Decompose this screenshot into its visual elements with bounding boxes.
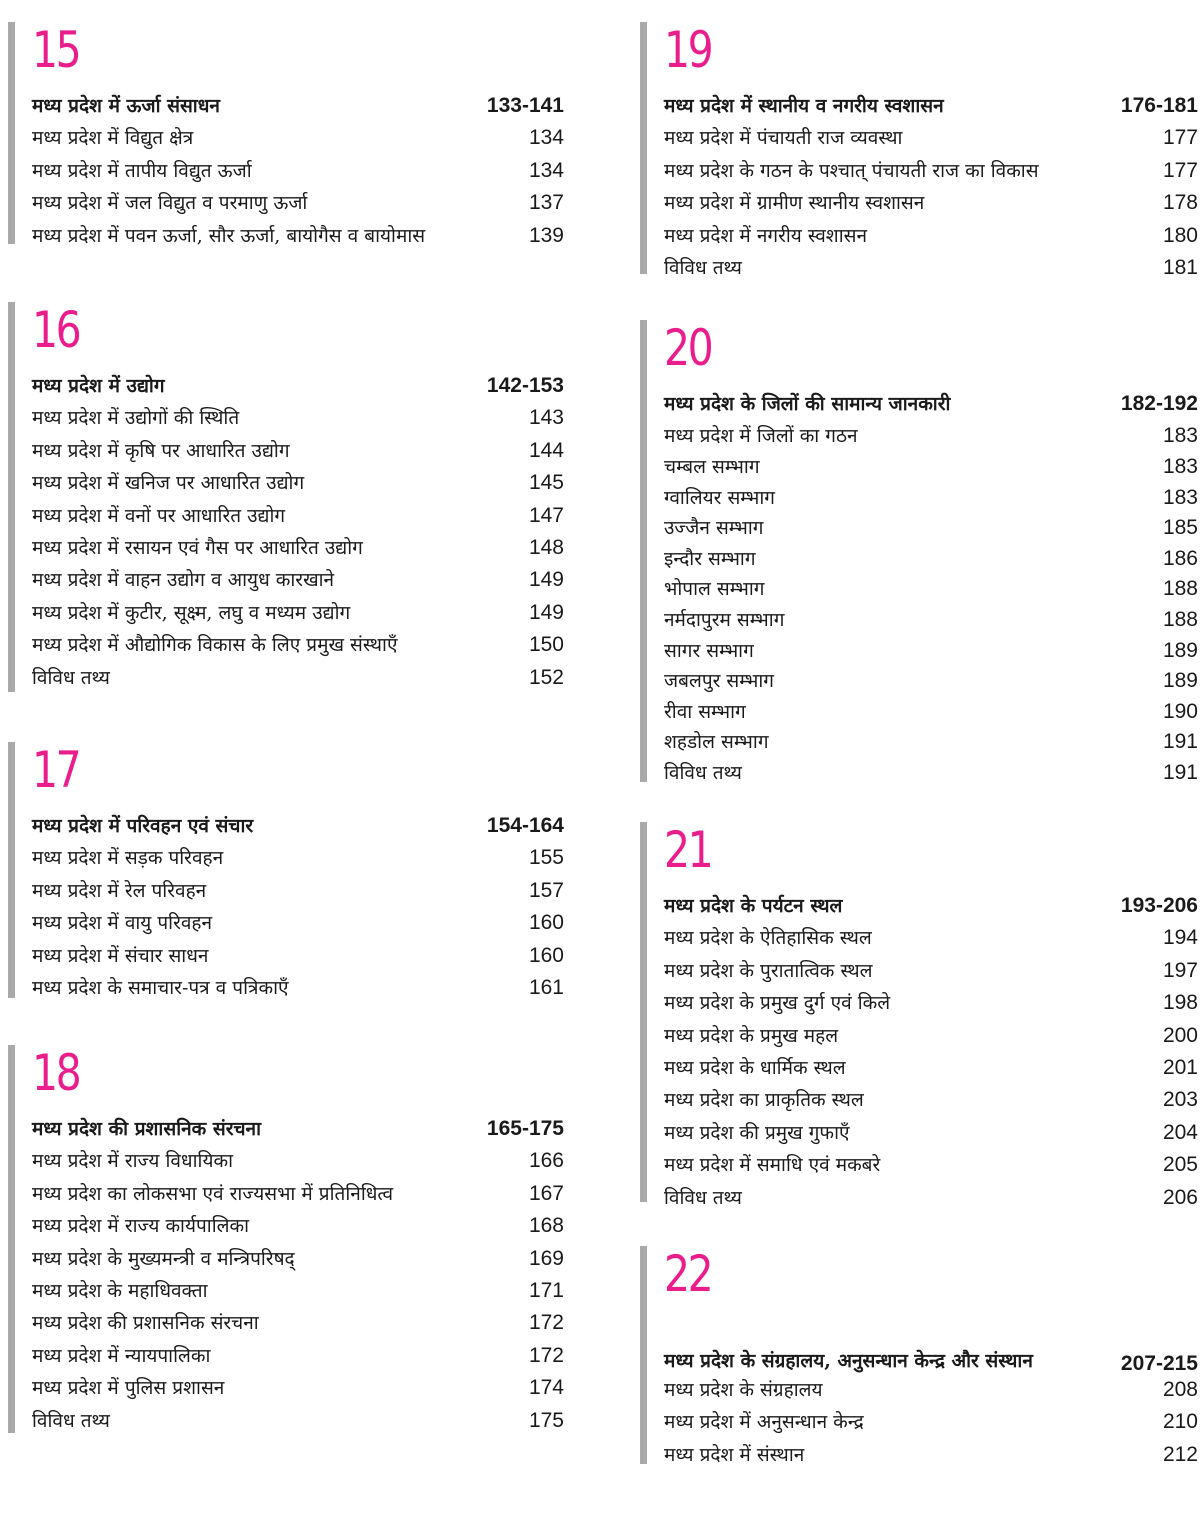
toc-row (664, 189, 1198, 221)
toc-title: मध्य प्रदेश में औद्योगिक विकास के लिए प्रमुख संस्थाएँ (32, 634, 398, 657)
toc-title: भोपाल सम्भाग (664, 578, 765, 601)
toc-page: 180 (1162, 223, 1198, 247)
toc-row (664, 484, 1198, 515)
toc-page: 166 (528, 1149, 564, 1173)
toc-row (664, 1151, 1198, 1183)
toc-page: 149 (528, 600, 564, 624)
toc-title: ग्वालियर सम्भाग (664, 486, 775, 509)
toc-page: 198 (1162, 991, 1198, 1015)
toc-title: मध्य प्रदेश का लोकसभा एवं राज्यसभा में प्रतिनिधित्व (32, 1182, 394, 1205)
chapter-heading (664, 390, 1198, 422)
toc-title: मध्य प्रदेश में पंचायती राज व्यवस्था (664, 127, 903, 150)
toc-row (664, 1441, 1198, 1473)
chapter-title: मध्य प्रदेश के पर्यटन स्थल (664, 895, 843, 917)
chapter-pages: 176-181 (1120, 94, 1198, 117)
toc-page: 188 (1162, 607, 1198, 631)
toc-page: 183 (1162, 485, 1198, 509)
toc-page: 183 (1162, 454, 1198, 478)
toc-row (32, 877, 564, 909)
chapter-19 (640, 22, 1198, 286)
toc-row (664, 728, 1198, 759)
toc-page: 149 (528, 568, 564, 592)
toc-title: मध्य प्रदेश में न्यायपालिका (32, 1344, 211, 1367)
toc-page: 181 (1162, 255, 1198, 279)
toc-page: 185 (1162, 516, 1198, 540)
toc-page: 137 (528, 191, 564, 215)
toc-title: मध्य प्रदेश के मुख्यमन्त्री व मन्त्रिपरिषद् (32, 1247, 295, 1270)
chapter-bar (8, 22, 15, 244)
toc-row (664, 637, 1198, 668)
toc-page: 204 (1162, 1120, 1198, 1144)
toc-row (664, 1408, 1198, 1440)
toc-title: मध्य प्रदेश के महाधिवक्ता (32, 1279, 208, 1302)
chapter-title: मध्य प्रदेश के संग्रहालय, अनुसन्धान केन्द्र और संस्थान (664, 1350, 1033, 1372)
toc-row (32, 222, 564, 254)
toc-row (32, 1309, 564, 1341)
toc-page: 157 (528, 878, 564, 902)
toc-title: मध्य प्रदेश में सड़क परिवहन (32, 847, 224, 870)
toc-page: 144 (528, 438, 564, 462)
toc-row (664, 1022, 1198, 1054)
toc-title: उज्जैन सम्भाग (664, 517, 764, 540)
toc-title: जबलपुर सम्भाग (664, 670, 774, 693)
toc-title: मध्य प्रदेश में ग्रामीण स्थानीय स्वशासन (664, 192, 925, 215)
chapter-number: 17 (32, 741, 80, 799)
toc-title: मध्य प्रदेश में संस्थान (664, 1443, 805, 1466)
chapter-title: मध्य प्रदेश में परिवहन एवं संचार (32, 815, 254, 837)
toc-row (32, 1277, 564, 1309)
toc-page: 175 (528, 1408, 564, 1432)
chapter-17 (8, 742, 564, 1006)
toc-title: मध्य प्रदेश के गठन के पश्चात् पंचायती राज का विकास (664, 159, 1039, 182)
toc-title: मध्य प्रदेश की प्रशासनिक संरचना (32, 1312, 259, 1335)
toc-row (32, 844, 564, 876)
toc-page: 177 (1162, 158, 1198, 182)
toc-title: मध्य प्रदेश में नगरीय स्वशासन (664, 224, 868, 247)
chapter-pages: 165-175 (486, 1117, 564, 1140)
toc-title: मध्य प्रदेश के प्रमुख महल (664, 1024, 839, 1047)
toc-title: मध्य प्रदेश में वनों पर आधारित उद्योग (32, 504, 286, 527)
toc-title: मध्य प्रदेश में समाधि एवं मकबरे (664, 1154, 881, 1177)
toc-page: 210 (1162, 1410, 1198, 1434)
toc-title: विविध तथ्य (664, 256, 742, 279)
toc-title: विविध तथ्य (664, 1186, 742, 1209)
toc-page: 150 (528, 633, 564, 657)
toc-page: 178 (1162, 191, 1198, 215)
toc-title: मध्य प्रदेश में उद्योगों की स्थिति (32, 407, 240, 430)
toc-page: 152 (528, 665, 564, 689)
toc-page: 134 (528, 126, 564, 150)
toc-row (664, 453, 1198, 484)
toc-title: मध्य प्रदेश में पुलिस प्रशासन (32, 1377, 225, 1400)
chapter-heading (32, 1115, 564, 1147)
chapter-heading (664, 92, 1198, 124)
toc-page: 201 (1162, 1055, 1198, 1079)
toc-page: 160 (528, 911, 564, 935)
toc-title: रीवा सम्भाग (664, 700, 746, 723)
toc-title: मध्य प्रदेश के धार्मिक स्थल (664, 1056, 846, 1079)
toc-row (664, 924, 1198, 956)
toc-page: 191 (1162, 760, 1198, 784)
toc-row (32, 534, 564, 566)
toc-row (664, 759, 1198, 790)
chapter-bar (640, 822, 647, 1202)
toc-row (664, 545, 1198, 576)
chapter-16 (8, 302, 564, 696)
toc-row (32, 974, 564, 1006)
chapter-21 (640, 822, 1198, 1216)
toc-page: 143 (528, 406, 564, 430)
chapter-heading (32, 92, 564, 124)
toc-row (32, 599, 564, 631)
toc-page: 183 (1162, 424, 1198, 448)
toc-row (664, 124, 1198, 156)
toc-title: सागर सम्भाग (664, 639, 754, 662)
toc-row (32, 157, 564, 189)
chapter-bar (8, 742, 15, 998)
toc-title: इन्दौर सम्भाग (664, 547, 756, 570)
toc-title: विविध तथ्य (32, 1409, 110, 1432)
toc-page: 145 (528, 471, 564, 495)
toc-page: 197 (1162, 958, 1198, 982)
toc-page: 134 (528, 158, 564, 182)
chapter-number: 20 (664, 319, 712, 377)
chapter-bar (640, 1246, 647, 1464)
toc-page: 190 (1162, 699, 1198, 723)
toc-title: चम्बल सम्भाग (664, 455, 760, 478)
toc-page: 191 (1162, 730, 1198, 754)
toc-page: 174 (528, 1376, 564, 1400)
toc-title: मध्य प्रदेश में जल विद्युत व परमाणु ऊर्जा (32, 192, 308, 215)
toc-page: 205 (1162, 1153, 1198, 1177)
chapter-pages: 142-153 (486, 374, 564, 397)
toc-page: 171 (528, 1278, 564, 1302)
toc-page: 155 (528, 846, 564, 870)
chapter-number: 15 (32, 21, 80, 79)
toc-row (664, 222, 1198, 254)
chapter-title: मध्य प्रदेश की प्रशासनिक संरचना (32, 1118, 262, 1140)
chapter-pages: 133-141 (486, 94, 564, 117)
toc-row (664, 698, 1198, 729)
toc-title: मध्य प्रदेश में जिलों का गठन (664, 425, 858, 448)
toc-title: मध्य प्रदेश के समाचार-पत्र व पत्रिकाएँ (32, 976, 289, 999)
toc-row (664, 254, 1198, 286)
toc-title: मध्य प्रदेश का प्राकृतिक स्थल (664, 1089, 864, 1112)
toc-page: 169 (528, 1246, 564, 1270)
toc-row (32, 631, 564, 663)
chapter-title: मध्य प्रदेश के जिलों की सामान्य जानकारी (664, 393, 951, 415)
chapter-18 (8, 1045, 564, 1439)
toc-row (32, 664, 564, 696)
toc-title: मध्य प्रदेश में रसायन एवं गैस पर आधारित उद्योग (32, 536, 363, 559)
toc-row (32, 942, 564, 974)
chapter-bar (8, 1045, 15, 1433)
toc-page: 188 (1162, 577, 1198, 601)
toc-page: 148 (528, 535, 564, 559)
toc-title: मध्य प्रदेश के ऐतिहासिक स्थल (664, 927, 872, 950)
toc-row (32, 124, 564, 156)
chapter-bar (8, 302, 15, 692)
chapter-heading (664, 892, 1198, 924)
toc-title: मध्य प्रदेश में राज्य कार्यपालिका (32, 1215, 250, 1238)
chapter-number: 19 (664, 21, 712, 79)
toc-row (664, 667, 1198, 698)
toc-title: विविध तथ्य (32, 666, 110, 689)
toc-title: मध्य प्रदेश की प्रमुख गुफाएँ (664, 1121, 850, 1144)
toc-row (32, 566, 564, 598)
toc-page: 167 (528, 1181, 564, 1205)
toc-page: 177 (1162, 126, 1198, 150)
toc-row (32, 1342, 564, 1374)
toc-title: मध्य प्रदेश में कृषि पर आधारित उद्योग (32, 439, 290, 462)
toc-row (664, 422, 1198, 453)
toc-row (664, 514, 1198, 545)
chapter-title: मध्य प्रदेश में स्थानीय व नगरीय स्वशासन (664, 95, 944, 117)
toc-row (664, 606, 1198, 637)
toc-page: 208 (1162, 1378, 1198, 1401)
toc-page: 203 (1162, 1088, 1198, 1112)
toc-row (32, 1407, 564, 1439)
chapter-22 (640, 1246, 1198, 1473)
chapter-20 (640, 320, 1198, 790)
toc-row (664, 1054, 1198, 1086)
toc-page: 161 (528, 975, 564, 999)
toc-title: मध्य प्रदेश के पुरातात्विक स्थल (664, 959, 873, 982)
toc-title: नर्मदापुरम सम्भाग (664, 608, 785, 631)
toc-row (664, 1086, 1198, 1118)
toc-row (664, 1376, 1198, 1408)
chapter-bar (640, 22, 647, 274)
toc-page: 139 (528, 223, 564, 247)
chapter-number: 21 (664, 821, 712, 879)
toc-row (32, 1374, 564, 1406)
chapter-number: 18 (32, 1044, 80, 1102)
toc-row (664, 1119, 1198, 1151)
toc-row (664, 1184, 1198, 1216)
toc-page: 189 (1162, 669, 1198, 693)
toc-row (664, 157, 1198, 189)
toc-title: मध्य प्रदेश में रेल परिवहन (32, 879, 207, 902)
toc-page: 189 (1162, 638, 1198, 662)
toc-row (32, 404, 564, 436)
toc-row (32, 1212, 564, 1244)
toc-title: मध्य प्रदेश में पवन ऊर्जा, सौर ऊर्जा, बायोगैस व बायोमास (32, 224, 426, 247)
toc-title: मध्य प्रदेश में विद्युत क्षेत्र (32, 127, 194, 150)
chapter-title: मध्य प्रदेश में उद्योग (32, 375, 165, 397)
toc-title: विविध तथ्य (664, 761, 742, 784)
toc-title: मध्य प्रदेश में खनिज पर आधारित उद्योग (32, 472, 305, 495)
toc-row (32, 189, 564, 221)
toc-title: मध्य प्रदेश में तापीय विद्युत ऊर्जा (32, 159, 252, 182)
toc-row (664, 575, 1198, 606)
chapter-number: 16 (32, 301, 80, 359)
toc-title: मध्य प्रदेश में वाहन उद्योग व आयुध कारखाने (32, 569, 335, 592)
chapter-heading (32, 372, 564, 404)
chapter-pages: 193-206 (1120, 894, 1198, 917)
toc-page: 168 (528, 1214, 564, 1238)
toc-title: मध्य प्रदेश में वायु परिवहन (32, 912, 213, 935)
toc-title: मध्य प्रदेश में अनुसन्धान केन्द्र (664, 1411, 864, 1434)
toc-title: मध्य प्रदेश में कुटीर, सूक्ष्म, लघु व मध्यम उद्योग (32, 601, 351, 624)
toc-page: 172 (528, 1311, 564, 1335)
toc-title: मध्य प्रदेश में संचार साधन (32, 944, 209, 967)
chapter-pages: 154-164 (486, 814, 564, 837)
toc-page: 206 (1162, 1185, 1198, 1209)
toc-row (664, 989, 1198, 1021)
toc-row (32, 502, 564, 534)
chapter-heading (664, 1316, 1198, 1376)
toc-row (32, 437, 564, 469)
toc-page: 200 (1162, 1023, 1198, 1047)
toc-row (32, 909, 564, 941)
toc-page: 186 (1162, 546, 1198, 570)
chapter-title: मध्य प्रदेश में ऊर्जा संसाधन (32, 95, 220, 117)
toc-row (32, 1147, 564, 1179)
toc-row (32, 469, 564, 501)
toc-title: मध्य प्रदेश में राज्य विधायिका (32, 1150, 233, 1173)
toc-page: 194 (1162, 926, 1198, 950)
toc-page: 147 (528, 503, 564, 527)
chapter-15 (8, 22, 564, 254)
toc-title: मध्य प्रदेश के प्रमुख दुर्ग एवं किले (664, 992, 891, 1015)
toc-row (32, 1245, 564, 1277)
toc-page: 212 (1162, 1442, 1198, 1466)
toc-row (664, 957, 1198, 989)
chapter-number: 22 (664, 1245, 712, 1303)
chapter-pages: 207-215 (1120, 1352, 1198, 1375)
toc-row (32, 1180, 564, 1212)
toc-page: 160 (528, 943, 564, 967)
chapter-heading (32, 812, 564, 844)
toc-page: 172 (528, 1343, 564, 1367)
toc-title: मध्य प्रदेश के संग्रहालय (664, 1379, 823, 1401)
toc-title: शहडोल सम्भाग (664, 731, 769, 754)
chapter-pages: 182-192 (1120, 392, 1198, 415)
chapter-bar (640, 320, 647, 782)
